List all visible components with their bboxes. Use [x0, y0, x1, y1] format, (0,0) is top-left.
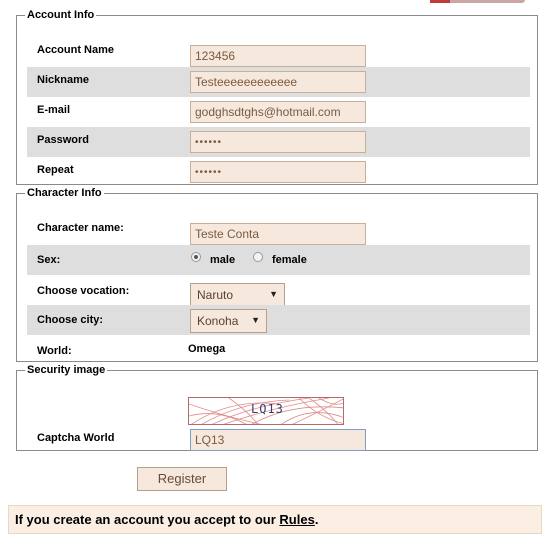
nickname-row [27, 67, 530, 97]
rules-notice-text: If you create an account you accept to our [15, 512, 280, 527]
repeat-password-input[interactable]: •••••• [190, 161, 366, 183]
captcha-label: Captcha World [37, 432, 115, 444]
email-input[interactable]: godghsdtghs@hotmail.com [190, 101, 366, 123]
rules-notice [8, 505, 542, 534]
security-image-legend: Security image [27, 364, 106, 376]
character-info-legend: Character Info [27, 187, 102, 199]
city-row [27, 305, 530, 335]
account-name-input[interactable]: 123456 [190, 45, 366, 67]
captcha-text: LQ13 [251, 402, 284, 416]
world-row [27, 335, 530, 365]
captcha-image [188, 397, 344, 425]
vocation-select[interactable] [190, 283, 285, 307]
header-decoration-accent [430, 0, 450, 3]
repeat-row [27, 157, 530, 187]
account-name-label: Account Name [37, 44, 115, 56]
vocation-selected-value: Naruto [197, 288, 234, 302]
character-info-fieldset [16, 187, 538, 362]
nickname-label: Nickname [37, 74, 89, 86]
chevron-down-icon: ▼ [269, 289, 278, 299]
security-image-fieldset [16, 364, 538, 451]
password-input[interactable]: •••••• [190, 131, 366, 153]
vocation-row [27, 275, 530, 305]
sex-female-label[interactable]: female [272, 254, 307, 266]
password-row [27, 127, 530, 157]
account-name-row [27, 37, 530, 67]
character-name-row [27, 215, 530, 245]
sex-label: Sex: [37, 254, 61, 266]
repeat-label: Repeat [37, 164, 74, 176]
chevron-down-icon: ▼ [251, 315, 260, 325]
register-button[interactable]: Register [137, 467, 227, 491]
account-info-legend: Account Info [27, 9, 95, 21]
sex-row [27, 245, 530, 275]
vocation-label: Choose vocation: [37, 285, 130, 297]
nickname-input[interactable]: Testeeeeeeeeeeee [190, 71, 366, 93]
captcha-input[interactable]: LQ13 [190, 429, 366, 451]
password-label: Password [37, 134, 89, 146]
sex-male-radio[interactable] [191, 252, 201, 262]
rules-link[interactable]: Rules [279, 512, 315, 527]
email-row [27, 97, 530, 127]
city-select[interactable] [190, 309, 267, 333]
sex-male-label[interactable]: male [210, 254, 236, 266]
world-value: Omega [188, 343, 226, 355]
city-selected-value: Konoha [197, 314, 239, 328]
character-name-label: Character name: [37, 222, 124, 234]
character-name-input[interactable]: Teste Conta [190, 223, 366, 245]
city-label: Choose city: [37, 314, 104, 326]
account-info-fieldset [16, 9, 538, 185]
world-label: World: [37, 345, 72, 357]
email-label: E-mail [37, 104, 71, 116]
rules-notice-end: . [314, 512, 319, 527]
sex-female-radio[interactable] [253, 252, 263, 262]
